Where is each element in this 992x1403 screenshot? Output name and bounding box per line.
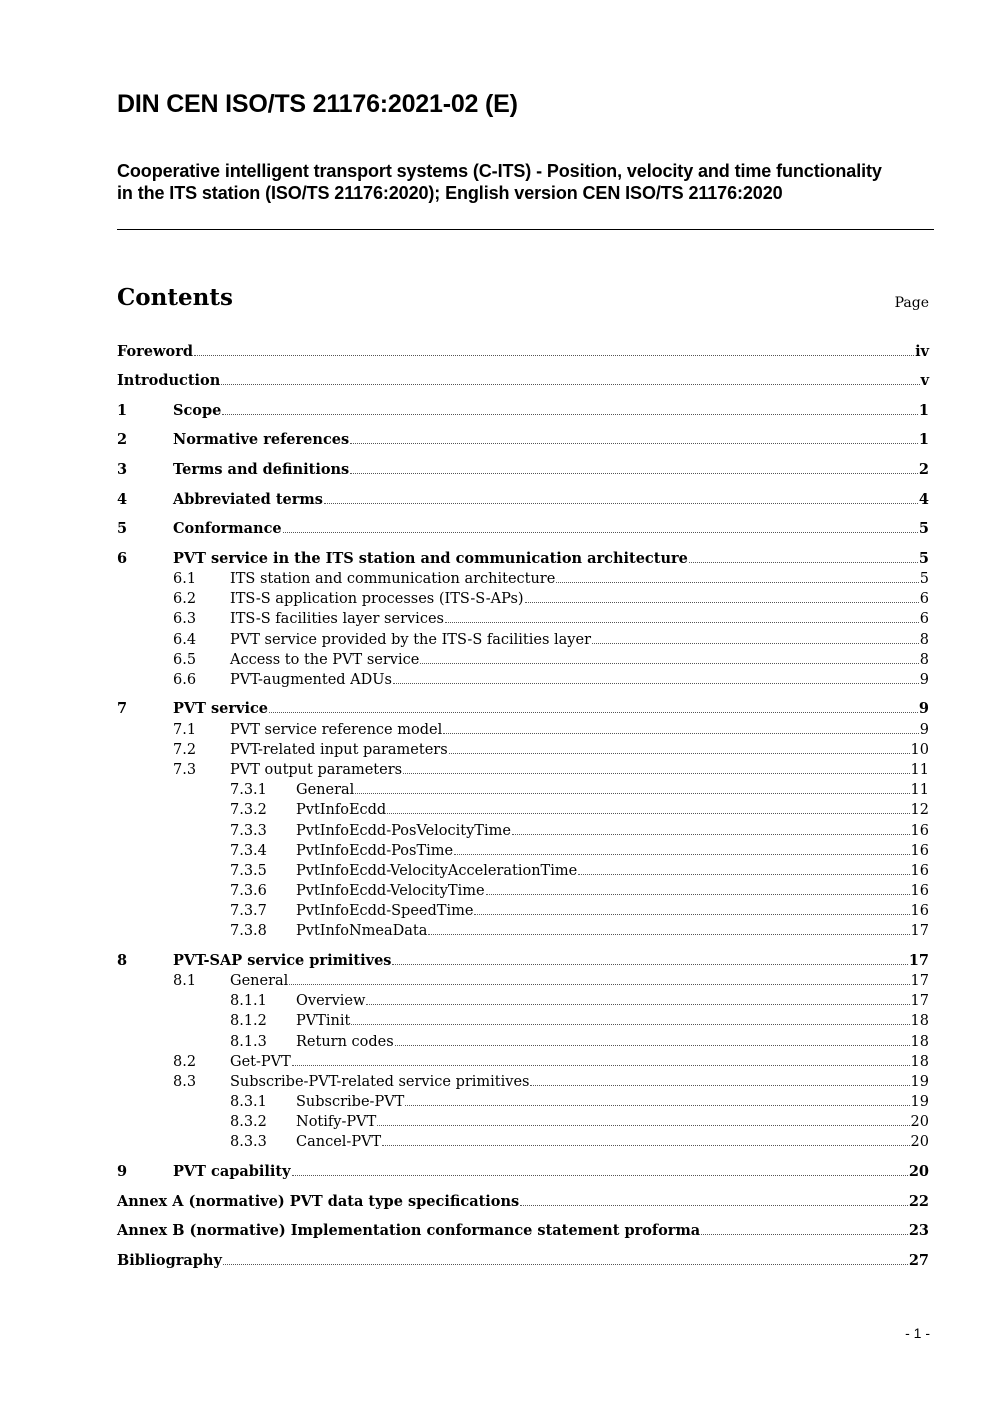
contents-heading: Contents — [117, 284, 233, 311]
toc-entry-title: PVT service in the ITS station and communication architecture — [173, 550, 688, 567]
toc-entry-page: 19 — [910, 1094, 929, 1110]
dot-leader — [420, 662, 918, 664]
toc-entry-page: 17 — [910, 993, 929, 1009]
toc-entry[interactable] — [173, 630, 929, 650]
toc-entry-page: 18 — [910, 1054, 929, 1070]
toc-entry[interactable] — [173, 650, 929, 670]
toc-entry[interactable] — [173, 740, 929, 760]
toc-entry-title: PVT capability — [173, 1163, 291, 1180]
toc-entry-title: Conformance — [173, 520, 282, 537]
toc-entry-title: Normative references — [173, 431, 350, 448]
dot-leader — [689, 561, 918, 563]
toc-entry[interactable] — [117, 951, 929, 971]
toc-entry[interactable] — [173, 609, 929, 629]
dot-leader — [289, 983, 909, 985]
toc-entry-number: 4 — [117, 491, 128, 508]
toc-entry[interactable] — [173, 569, 929, 589]
dot-leader — [377, 1124, 909, 1126]
toc-entry-number: 8.1 — [173, 973, 197, 989]
toc-entry-page: 22 — [908, 1193, 929, 1210]
dot-leader — [525, 601, 919, 603]
toc-entry-number: 7.3.2 — [230, 802, 267, 818]
toc-entry-page: 8 — [919, 652, 929, 668]
toc-entry-number: 7.3.4 — [230, 843, 267, 859]
toc-entry[interactable] — [117, 490, 929, 510]
toc-entry[interactable] — [173, 670, 929, 690]
toc-entry[interactable] — [117, 699, 929, 719]
toc-entry[interactable] — [230, 1032, 929, 1052]
toc-entry[interactable] — [230, 991, 929, 1011]
toc-entry-number: 7.3.1 — [230, 782, 267, 798]
dot-leader — [366, 1003, 909, 1005]
dot-leader — [530, 1084, 909, 1086]
dot-leader — [351, 1023, 909, 1025]
toc-entry[interactable] — [230, 1092, 929, 1112]
page-column-label: Page — [894, 295, 929, 311]
toc-entry-page: 10 — [910, 742, 929, 758]
toc-entry-title: Annex A (normative) PVT data type specifications — [117, 1193, 520, 1210]
toc-entry-title: PvtInfoEcdd-SpeedTime — [296, 903, 474, 919]
toc-entry[interactable] — [230, 901, 929, 921]
toc-entry-number: 9 — [117, 1163, 128, 1180]
toc-entry[interactable] — [230, 1112, 929, 1132]
dot-leader — [292, 1064, 910, 1066]
toc-entry-title: ITS station and communication architecture — [230, 571, 556, 587]
toc-entry-number: 7.3.3 — [230, 823, 267, 839]
toc-entry[interactable] — [173, 720, 929, 740]
toc-entry-number: 8.3 — [173, 1074, 197, 1090]
toc-entry[interactable] — [117, 460, 929, 480]
toc-entry[interactable] — [173, 971, 929, 991]
toc-entry-page: iv — [915, 343, 929, 360]
toc-entry-number: 8.1.2 — [230, 1013, 267, 1029]
toc-entry-title: PvtInfoEcdd — [296, 802, 387, 818]
dot-leader — [520, 1204, 908, 1206]
toc-entry-number: 7.2 — [173, 742, 197, 758]
toc-entry[interactable] — [117, 401, 929, 421]
toc-entry-title: ITS-S facilities layer services — [230, 611, 444, 627]
toc-entry[interactable] — [117, 342, 929, 362]
toc-entry-number: 8.1.3 — [230, 1034, 267, 1050]
toc-entry-page: 2 — [918, 461, 929, 478]
toc-entry-number: 7 — [117, 700, 128, 717]
toc-entry-title: Terms and definitions — [173, 461, 350, 478]
toc-entry[interactable] — [230, 821, 929, 841]
toc-entry-title: Bibliography — [117, 1252, 222, 1269]
dot-leader — [393, 682, 919, 684]
toc-entry-number: 6.6 — [173, 672, 197, 688]
dot-leader — [445, 621, 919, 623]
toc-entry-title: Access to the PVT service — [230, 652, 420, 668]
toc-entry-title: PvtInfoNmeaData — [296, 923, 428, 939]
toc-entry-page: 27 — [908, 1252, 929, 1269]
toc-entry-title: PVT service provided by the ITS-S facilities layer — [230, 632, 591, 648]
toc-entry-page: 19 — [910, 1074, 929, 1090]
toc-entry-number: 8.3.2 — [230, 1114, 267, 1130]
toc-entry-page: 16 — [910, 843, 929, 859]
toc-entry-number: 6.2 — [173, 591, 197, 607]
toc-entry[interactable] — [117, 430, 929, 450]
dot-leader — [486, 893, 910, 895]
toc-entry-title: Cancel-PVT — [296, 1134, 382, 1150]
dot-leader — [474, 913, 909, 915]
toc-entry-title: PvtInfoEcdd-VelocityTime — [296, 883, 485, 899]
toc-entry[interactable] — [230, 921, 929, 941]
toc-entry-number: 5 — [117, 520, 128, 537]
toc-entry-title: Introduction — [117, 372, 221, 389]
toc-entry-title: Notify-PVT — [296, 1114, 377, 1130]
toc-entry[interactable] — [230, 800, 929, 820]
toc-entry[interactable] — [230, 1132, 929, 1152]
toc-entry-page: 1 — [918, 431, 929, 448]
toc-entry-number: 6.1 — [173, 571, 197, 587]
toc-entry[interactable] — [230, 1011, 929, 1031]
toc-entry-title: PVT-related input parameters — [230, 742, 448, 758]
toc-entry-page: 9 — [919, 672, 929, 688]
toc-entry-title: Annex B (normative) Implementation conformance statement proforma — [117, 1222, 701, 1239]
toc-entry-page: 17 — [908, 952, 929, 969]
toc-entry-number: 6.5 — [173, 652, 197, 668]
toc-entry-title: PVT-augmented ADUs — [230, 672, 392, 688]
dot-leader — [556, 581, 918, 583]
dot-leader — [449, 752, 910, 754]
toc-entry-title: PvtInfoEcdd-PosVelocityTime — [296, 823, 511, 839]
toc-entry-page: 17 — [910, 973, 929, 989]
dot-leader — [283, 531, 918, 533]
toc-entry-number: 6.4 — [173, 632, 197, 648]
toc-entry-title: General — [230, 973, 289, 989]
toc-entry-page: 16 — [910, 863, 929, 879]
toc-entry-title: Get-PVT — [230, 1054, 291, 1070]
toc-entry-page: 16 — [910, 903, 929, 919]
toc-entry-page: 20 — [910, 1134, 929, 1150]
toc-entry-number: 1 — [117, 402, 128, 419]
dot-leader — [392, 963, 907, 965]
toc-entry-number: 6.3 — [173, 611, 197, 627]
document-subtitle: Cooperative intelligent transport systems (C-ITS) - Position, velocity and time functionality in the ITS station (ISO/TS 21176:2020); English version CEN ISO/TS 21176:2020 — [117, 161, 882, 203]
dot-leader — [592, 642, 919, 644]
toc-entry[interactable] — [230, 841, 929, 861]
dot-leader — [382, 1144, 909, 1146]
toc-entry-number: 7.3.7 — [230, 903, 267, 919]
toc-entry[interactable] — [117, 371, 929, 391]
toc-entry-title: Return codes — [296, 1034, 394, 1050]
toc-entry-page: 16 — [910, 823, 929, 839]
toc-entry-title: ITS-S application processes (ITS-S-APs) — [230, 591, 524, 607]
toc-entry[interactable] — [117, 1251, 929, 1271]
dot-leader — [222, 413, 918, 415]
toc-entry-title: Subscribe-PVT-related service primitives — [230, 1074, 530, 1090]
toc-entry-number: 6 — [117, 550, 128, 567]
dot-leader — [324, 502, 918, 504]
document-title: DIN CEN ISO/TS 21176:2021-02 (E) — [117, 90, 518, 118]
dot-leader — [387, 812, 909, 814]
toc-entry[interactable] — [173, 1052, 929, 1072]
dot-leader — [512, 833, 910, 835]
toc-entry-title: PvtInfoEcdd-PosTime — [296, 843, 454, 859]
toc-entry-title: Foreword — [117, 343, 193, 360]
toc-entry-number: 8.3.3 — [230, 1134, 267, 1150]
toc-entry-page: 5 — [918, 520, 929, 537]
toc-entry-number: 8.2 — [173, 1054, 197, 1070]
toc-entry-page: 11 — [910, 762, 929, 778]
toc-entry[interactable] — [117, 1162, 929, 1182]
toc-entry-number: 2 — [117, 431, 128, 448]
toc-entry-title: Abbreviated terms — [173, 491, 323, 508]
toc-entry-page: 11 — [910, 782, 929, 798]
toc-entry-title: PVTinit — [296, 1013, 351, 1029]
dot-leader — [292, 1174, 908, 1176]
toc-entry-page: 6 — [919, 611, 929, 627]
toc-entry-title: PVT-SAP service primitives — [173, 952, 392, 969]
toc-entry-number: 7.3.6 — [230, 883, 267, 899]
toc-entry-title: PVT service — [173, 700, 269, 717]
toc-entry[interactable] — [230, 861, 929, 881]
toc-entry-page: 6 — [919, 591, 929, 607]
toc-entry-page: v — [920, 372, 929, 389]
toc-entry-title: PVT output parameters — [230, 762, 403, 778]
toc-entry-page: 18 — [910, 1034, 929, 1050]
dot-leader — [395, 1044, 910, 1046]
dot-leader — [355, 792, 909, 794]
toc-entry-number: 8.3.1 — [230, 1094, 267, 1110]
toc-entry[interactable] — [117, 1192, 929, 1212]
toc-entry-title: General — [296, 782, 355, 798]
toc-entry-title: Scope — [173, 402, 222, 419]
toc-entry[interactable] — [230, 780, 929, 800]
toc-entry[interactable] — [117, 549, 929, 569]
toc-entry[interactable] — [117, 1221, 929, 1241]
toc-entry-page: 4 — [918, 491, 929, 508]
toc-entry-number: 3 — [117, 461, 128, 478]
toc-entry-title: Overview — [296, 993, 366, 1009]
dot-leader — [405, 1104, 909, 1106]
toc-entry-page: 9 — [919, 722, 929, 738]
toc-entry-title: PvtInfoEcdd-VelocityAccelerationTime — [296, 863, 578, 879]
dot-leader — [454, 853, 909, 855]
toc-entry-number: 7.3.5 — [230, 863, 267, 879]
page-number: - 1 - — [905, 1325, 930, 1341]
toc-entry-page: 1 — [918, 402, 929, 419]
toc-entry-page: 20 — [908, 1163, 929, 1180]
toc-entry-title: PVT service reference model — [230, 722, 443, 738]
dot-leader — [221, 383, 919, 385]
toc-entry-page: 5 — [919, 571, 929, 587]
toc-entry[interactable] — [173, 1072, 929, 1092]
dot-leader — [578, 873, 909, 875]
dot-leader — [443, 732, 919, 734]
toc-entry-page: 12 — [910, 802, 929, 818]
toc-entry-number: 7.3.8 — [230, 923, 267, 939]
toc-entry-page: 8 — [919, 632, 929, 648]
dot-leader — [223, 1263, 908, 1265]
dot-leader — [701, 1233, 908, 1235]
toc-entry[interactable] — [117, 519, 929, 539]
toc-entry-page: 9 — [918, 700, 929, 717]
toc-entry-title: Subscribe-PVT — [296, 1094, 405, 1110]
toc-entry-number: 7.3 — [173, 762, 197, 778]
toc-entry-page: 18 — [910, 1013, 929, 1029]
toc-entry[interactable] — [230, 881, 929, 901]
dot-leader — [428, 933, 909, 935]
dot-leader — [350, 442, 918, 444]
toc-entry[interactable] — [173, 589, 929, 609]
toc-entry-page: 17 — [910, 923, 929, 939]
toc-entry-number: 8 — [117, 952, 128, 969]
dot-leader — [194, 354, 914, 356]
dot-leader — [269, 711, 918, 713]
toc-entry[interactable] — [173, 760, 929, 780]
toc-entry-page: 20 — [910, 1114, 929, 1130]
dot-leader — [350, 472, 918, 474]
toc-entry-page: 5 — [918, 550, 929, 567]
toc-entry-page: 23 — [908, 1222, 929, 1239]
dot-leader — [403, 772, 909, 774]
toc-entry-number: 7.1 — [173, 722, 197, 738]
toc-entry-page: 16 — [910, 883, 929, 899]
toc-entry-number: 8.1.1 — [230, 993, 267, 1009]
